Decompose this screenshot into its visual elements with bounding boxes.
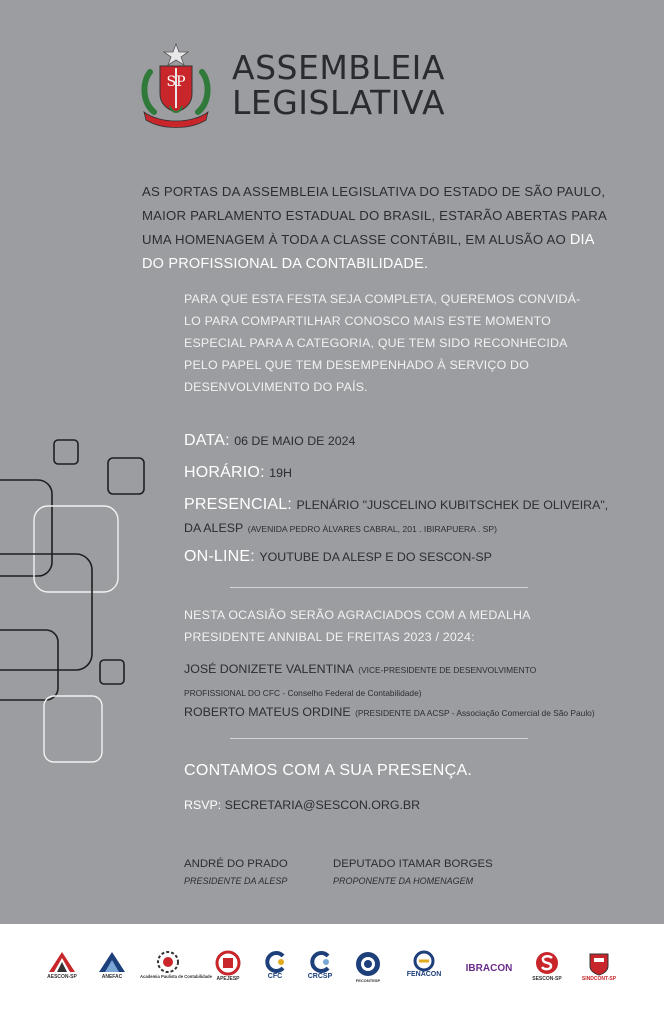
honor-paragraph: NESTA OCASIÃO SERÃO AGRACIADOS COM A MEDALHA PRESIDENTE ANNIBAL DE FREITAS 2023 / 2024:: [184, 608, 530, 644]
divider: [230, 587, 528, 588]
deco-square: [34, 506, 118, 592]
online-label: ON-LINE:: [184, 548, 255, 565]
online-value: YOUTUBE DA ALESP E DO SESCON-SP: [259, 550, 492, 564]
crcsp-logo-icon: [308, 950, 332, 974]
honoree-name: JOSÉ DONIZETE VALENTINA: [184, 662, 354, 676]
logo-label: AESCON-SP: [47, 974, 77, 980]
deco-square: [108, 458, 144, 494]
ibracon-logo: [460, 950, 518, 1000]
date-label: DATA:: [184, 432, 230, 449]
logo-label: CRCSP: [307, 973, 333, 980]
fecontesp-logo: [348, 950, 388, 1000]
honoree-desc-line2: PROFISSIONAL DO CFC - Conselho Federal de Contabilidade): [184, 688, 422, 698]
deco-square: [0, 630, 58, 700]
venue-value: PLENÁRIO "JUSCELINO KUBITSCHEK DE OLIVEIRA",: [296, 498, 609, 512]
sindcont-logo-icon: [586, 950, 612, 976]
logo-label: ANEFAC: [101, 974, 123, 980]
honoree-name: ROBERTO MATEUS ORDINE: [184, 705, 351, 719]
date-value: 06 DE MAIO DE 2024: [234, 434, 356, 448]
sindcont-logo: [576, 950, 622, 1000]
logo-label: SINDCONT-SP: [581, 976, 617, 982]
signature-1: [184, 855, 288, 889]
anefac-logo-icon: [97, 950, 127, 974]
logo-label: FECONTESP: [355, 978, 381, 983]
rsvp: [184, 798, 420, 812]
deco-square: [54, 440, 78, 464]
fenacon-logo-icon: [411, 950, 437, 972]
rsvp-email: SECRETARIA@SESCON.ORG.BR: [224, 798, 421, 812]
deco-square: [100, 660, 124, 684]
honoree-1: [184, 660, 536, 678]
logo-label: CFC: [267, 973, 283, 980]
apc-logo: [140, 950, 212, 1000]
sescon-logo-icon: [533, 950, 561, 976]
apejesp-logo-icon: [214, 950, 242, 976]
deco-square: [0, 480, 52, 576]
org-name-line1: ASSEMBLEIA: [232, 48, 445, 87]
cfc-logo-icon: [263, 950, 287, 974]
intro-text: AS PORTAS DA ASSEMBLEIA LEGISLATIVA DO ESTADO DE SÃO PAULO, MAIOR PARLAMENTO ESTADUAL DO BRASIL, ESTARÃO ABERTAS PARA UMA HOMENAGEM À TODA A CLASSE CONTÁBIL, EM ALUSÃO AO: [142, 184, 607, 247]
event-venue: [184, 496, 608, 514]
time-value: 19H: [269, 466, 292, 480]
event-online: [184, 548, 492, 566]
signature-role: PRESIDENTE DA ALESP: [184, 876, 288, 886]
crcsp-logo: [300, 950, 340, 1000]
fenacon-logo: [396, 950, 452, 1000]
emblem-initials: SP: [166, 74, 186, 90]
logo-label: IBRACON: [465, 963, 513, 974]
aescon-logo-icon: [47, 950, 77, 974]
logo-label: Academia Paulista de Contabilidade: [140, 974, 212, 979]
org-name-line2: LEGISLATIVA: [232, 83, 446, 122]
signature-role: PROPONENTE DA HOMENAGEM: [333, 876, 474, 886]
honoree-1-desc: [184, 683, 422, 701]
venue-label: PRESENCIAL:: [184, 496, 293, 513]
apejesp-logo: [208, 950, 248, 1000]
logo-label: FENACON: [406, 971, 442, 978]
signature-name: DEPUTADO ITAMAR BORGES: [333, 858, 493, 870]
signature-2: [333, 855, 493, 889]
aescon-logo: [42, 950, 82, 1000]
anefac-logo: [92, 950, 132, 1000]
apc-logo-icon: [155, 950, 181, 974]
honoree-desc: (PRESIDENTE DA ACSP - Associação Comercial de São Paulo): [355, 708, 595, 718]
intro-paragraph: [142, 180, 612, 276]
honoree-desc: (VICE-PRESIDENTE DE DESENVOLVIMENTO: [358, 665, 537, 675]
org-name: [232, 50, 445, 120]
venue-line2: DA ALESP: [184, 521, 244, 535]
cfc-logo: [258, 950, 292, 1000]
event-time: [184, 464, 292, 482]
sescon-logo: [526, 950, 568, 1000]
invite-paragraph: PARA QUE ESTA FESTA SEJA COMPLETA, QUEREMOS CONVIDÁ-LO PARA COMPARTILHAR CONOSCO MAIS ESTE MOMENTO ESPECIAL PARA A CATEGORIA, QUE TEM SIDO RECONHECIDA PELO PAPEL QUE TEM DESEMPENHADO À SERVIÇO DO DESENVOLVIMENTO DO PAÍS.: [184, 292, 581, 394]
sp-coat-of-arms-icon: [136, 42, 216, 128]
divider: [230, 738, 528, 739]
sponsor-logos: [30, 950, 634, 1000]
event-venue-line2: [184, 519, 497, 537]
logo-label: SESCON-SP: [532, 976, 562, 982]
deco-square: [0, 554, 92, 670]
deco-square: [44, 696, 102, 762]
logo-label: APEJESP: [216, 976, 240, 982]
decorative-squares: [0, 430, 160, 770]
time-label: HORÁRIO:: [184, 464, 265, 481]
rsvp-label: RSVP:: [184, 798, 222, 812]
fecontesp-logo-icon: [354, 950, 382, 978]
event-date: [184, 432, 355, 450]
honoree-2: [184, 703, 595, 721]
intro-highlight: DIA DO PROFISSIONAL DA CONTABILIDADE.: [142, 232, 594, 272]
closing-text: CONTAMOS COM A SUA PRESENÇA.: [184, 762, 473, 779]
signature-name: ANDRÉ DO PRADO: [184, 858, 288, 870]
venue-address: (AVENIDA PEDRO ÁLVARES CABRAL, 201 . IBIRAPUERA . SP): [247, 524, 498, 534]
